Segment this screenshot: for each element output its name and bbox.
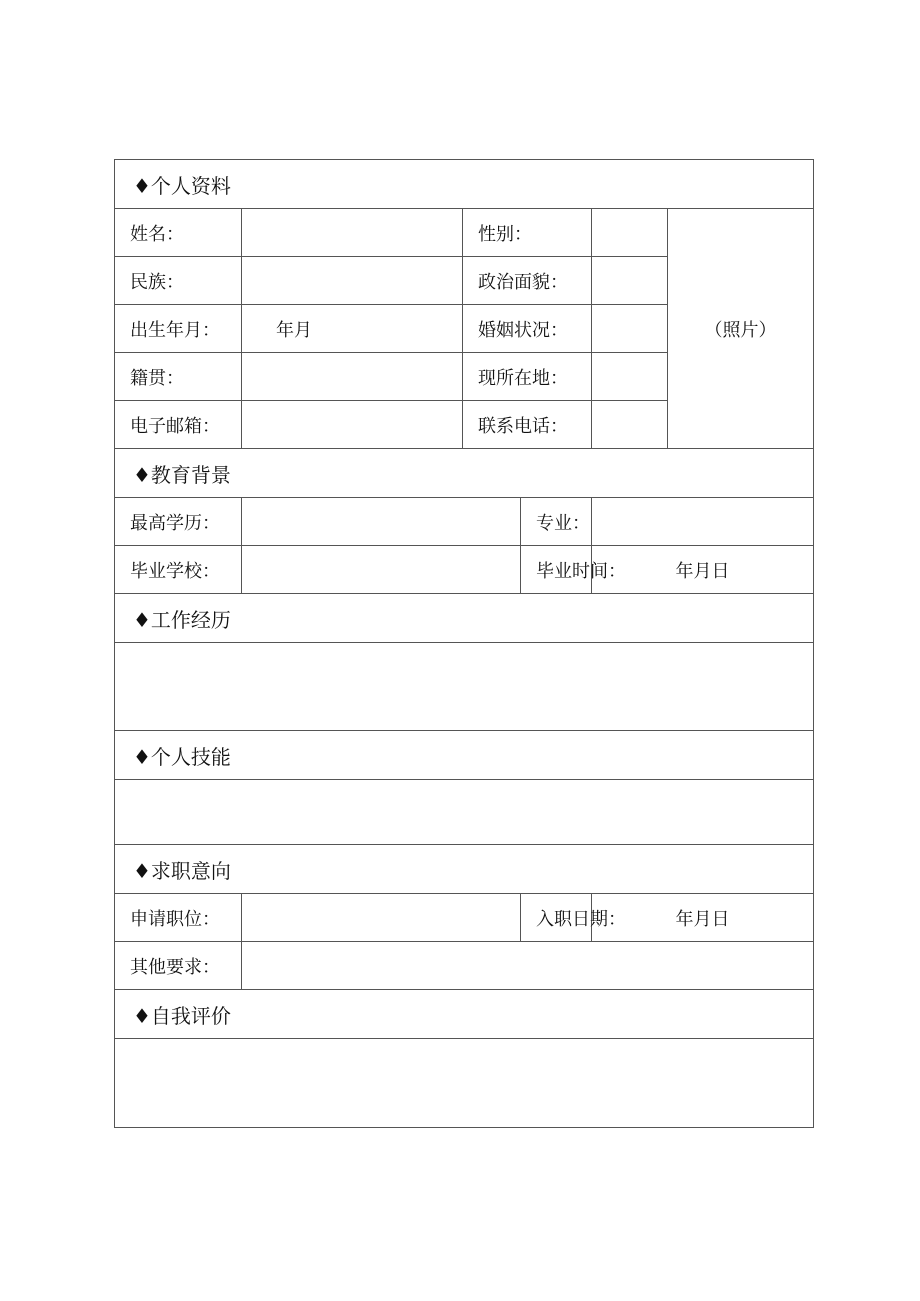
phone-field[interactable] xyxy=(592,401,668,449)
highest-degree-label: 最高学历： xyxy=(115,498,242,546)
position-label: 申请职位： xyxy=(115,894,242,942)
highest-degree-field[interactable] xyxy=(242,498,521,546)
self-evaluation-field[interactable] xyxy=(115,1039,814,1128)
birth-date-field[interactable]: 年月 xyxy=(242,305,463,353)
resume-form xyxy=(114,159,814,1128)
other-requirements-label: 其他要求： xyxy=(115,942,242,990)
gender-label: 性别： xyxy=(463,209,592,257)
phone-label: 联系电话： xyxy=(463,401,592,449)
name-label: 姓名： xyxy=(115,209,242,257)
hometown-field[interactable] xyxy=(242,353,463,401)
marital-status-label: 婚姻状况： xyxy=(463,305,592,353)
political-status-label: 政治面貌： xyxy=(463,257,592,305)
skills-field[interactable] xyxy=(115,780,814,845)
gender-field[interactable] xyxy=(592,209,668,257)
position-field[interactable] xyxy=(242,894,521,942)
email-field[interactable] xyxy=(242,401,463,449)
political-status-field[interactable] xyxy=(592,257,668,305)
graduation-time-label: 毕业时间： xyxy=(521,546,592,594)
work-experience-field[interactable] xyxy=(115,643,814,731)
hometown-label: 籍贯： xyxy=(115,353,242,401)
marital-status-field[interactable] xyxy=(592,305,668,353)
start-date-label: 入职日期： xyxy=(521,894,592,942)
school-field[interactable] xyxy=(242,546,521,594)
section-skills: ♦个人技能 xyxy=(115,731,814,780)
photo-placeholder[interactable]: （照片） xyxy=(668,209,814,449)
birth-date-label: 出生年月： xyxy=(115,305,242,353)
name-field[interactable] xyxy=(242,209,463,257)
ethnicity-label: 民族： xyxy=(115,257,242,305)
section-personal-info: ♦个人资料 xyxy=(115,160,814,209)
other-requirements-field[interactable] xyxy=(242,942,814,990)
section-job-intent: ♦求职意向 xyxy=(115,845,814,894)
section-self-evaluation: ♦自我评价 xyxy=(115,990,814,1039)
start-date-field[interactable]: 年月日 xyxy=(592,894,814,942)
graduation-time-field[interactable]: 年月日 xyxy=(592,546,814,594)
residence-field[interactable] xyxy=(592,353,668,401)
residence-label: 现所在地： xyxy=(463,353,592,401)
ethnicity-field[interactable] xyxy=(242,257,463,305)
section-work-experience: ♦工作经历 xyxy=(115,594,814,643)
email-label: 电子邮箱： xyxy=(115,401,242,449)
section-education: ♦教育背景 xyxy=(115,449,814,498)
major-field[interactable] xyxy=(592,498,814,546)
school-label: 毕业学校： xyxy=(115,546,242,594)
major-label: 专业： xyxy=(521,498,592,546)
